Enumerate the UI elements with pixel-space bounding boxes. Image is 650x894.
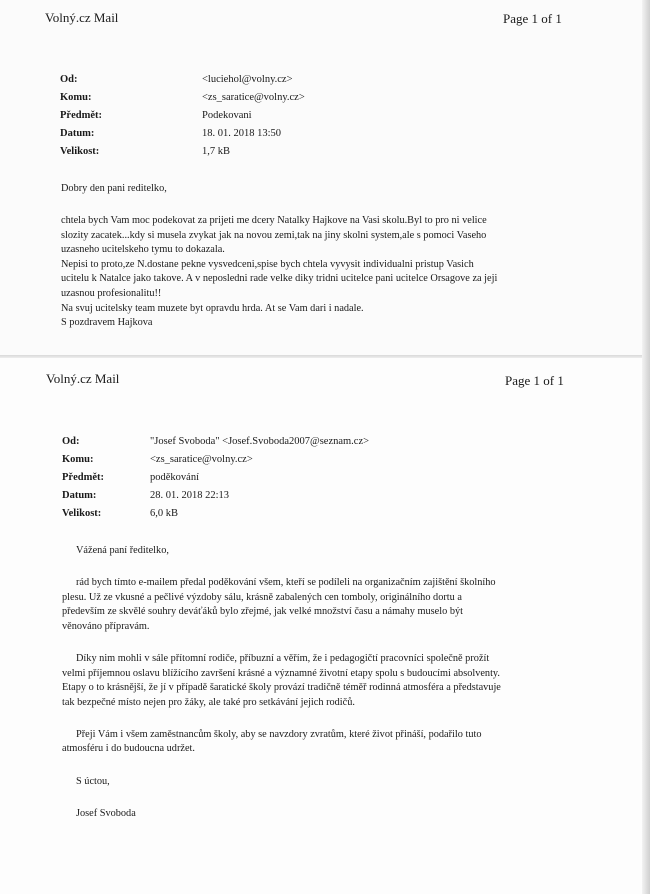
body-line: tak bezpečné místo nejen pro žáky, ale také pro setkávání jejich rodičů. <box>62 696 355 708</box>
email-body <box>62 544 622 821</box>
body-line: Nepisi to proto,ze N.dostane pekne vysvedceni,spise bych chtela vyvysit individualni pristup Vasich <box>61 258 474 270</box>
header-size <box>62 505 369 523</box>
header-size <box>60 143 305 161</box>
header-from <box>60 71 305 89</box>
header-label: Od: <box>62 436 80 447</box>
header-to <box>60 89 305 107</box>
header-label: Datum: <box>62 490 97 501</box>
signature: S pozdravem Hajkova <box>61 317 153 329</box>
body-line: slozity zacatek...kdy si musela zvykat jak na novou zemi,tak na jiny skolni system,ale s pomoci Vaseho <box>61 229 487 241</box>
body-line: velmi příjemnou oslavu blížícího završení krásné a významné životní etapy spolu s budoucími absolventy. <box>62 667 500 679</box>
header-label: Předmět: <box>60 110 102 121</box>
body-line: rád bych tímto e-mailem předal poděkování všem, kteří se podíleli na organizačním zajištění školního <box>76 577 496 589</box>
body-line: atmosféru i do budoucna udržet. <box>62 743 195 755</box>
body-line: Na svuj ucitelsky team muzete byt opravdu hrda. At se Vam dari i nadale. <box>61 302 364 314</box>
page-number: Page 1 of 1 <box>505 373 564 388</box>
greeting: Vážená paní ředitelko, <box>76 545 169 556</box>
body-line: věnováno přípravám. <box>62 620 150 632</box>
email-headers <box>60 71 305 161</box>
body-line: Etapy o to krásnější, že jí v případě šaratické školy provází tradičně téměř rodinná atmosféra a představuje <box>62 682 501 694</box>
header-label: Komu: <box>62 454 94 465</box>
header-subject <box>62 469 369 487</box>
scan-edge-shadow <box>642 0 650 894</box>
header-subject <box>60 107 305 125</box>
date-value: 28. 01. 2018 22:13 <box>150 490 230 501</box>
page-divider <box>0 355 650 358</box>
sender-address[interactable]: <luciehol@volny.cz> <box>202 74 293 85</box>
date-value: 18. 01. 2018 13:50 <box>202 128 282 139</box>
size-value: 6,0 kB <box>150 508 179 519</box>
subject-value: Podekovani <box>202 110 252 121</box>
header-label: Od: <box>60 74 78 85</box>
recipient-address[interactable]: <zs_saratice@volny.cz> <box>202 92 305 103</box>
email-body <box>61 182 497 331</box>
email-headers <box>62 433 369 523</box>
header-label: Komu: <box>60 92 92 103</box>
greeting: Dobry den pani reditelko, <box>61 183 167 194</box>
header-from <box>62 433 369 451</box>
closing: S úctou, <box>76 775 110 787</box>
header-label: Datum: <box>60 128 95 139</box>
header-to <box>62 451 369 469</box>
subject-value: poděkování <box>150 472 199 483</box>
header-date <box>60 125 305 143</box>
body-line: chtela bych Vam moc podekovat za prijeti me dcery Natalky Hajkove na Vasi skolu.Byl to pro ni velice <box>61 215 487 227</box>
page-number: Page 1 of 1 <box>503 11 562 26</box>
body-line: ucitelu k Natalce jako takove. A v neposledni rade velke diky tridni ucitelce pani ucitelce Orsagove za jeji <box>61 273 498 285</box>
size-value: 1,7 kB <box>202 146 231 157</box>
recipient-address[interactable]: <zs_saratice@volny.cz> <box>150 454 253 465</box>
mailer-title: Volný.cz Mail <box>45 10 119 25</box>
header-label: Velikost: <box>60 146 100 157</box>
body-line: Díky nim mohli v sále přítomní rodiče, příbuzní a věřím, že i pedagogičtí pracovníci společně prožít <box>76 652 490 664</box>
header-label: Velikost: <box>62 508 102 519</box>
body-line: uzasneho ucitelskeho tymu to dokazala. <box>61 244 225 256</box>
body-line: Přeji Vám i všem zaměstnancům školy, aby se navzdory zvratům, které život přináší, podařilo tuto <box>76 728 482 740</box>
signature: Josef Svoboda <box>76 807 136 819</box>
body-line: uzasnou profesionalitu!! <box>61 288 162 300</box>
body-line: plesu. Už ze vkusné a pečlivé výzdoby sálu, krásně zabalených cen tomboly, originálního dortu a <box>62 591 462 603</box>
mailer-title: Volný.cz Mail <box>46 371 120 386</box>
header-label: Předmět: <box>62 472 104 483</box>
body-line: především ze skvělé souhry deváťáků bylo zřejmé, jak velké množství času a námahy muselo být <box>62 606 463 618</box>
header-date <box>62 487 369 505</box>
sender-address[interactable]: "Josef Svoboda" <Josef.Svoboda2007@seznam.cz> <box>150 436 370 447</box>
